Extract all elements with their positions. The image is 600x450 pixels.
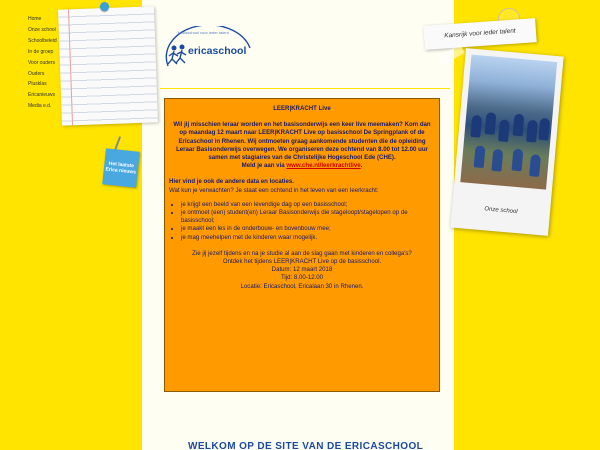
announcement-intro-text: Wil jij misschien leraar worden en het basisonderwijs een keer live meemaken? Kom dan op maandag 12 maart naar LEER|KRACHT Live op basisschool De Springplank of de Ericaschool in Rhenen. Wij ontmoeten graag aankomende studenten die de opleiding Leraar Basisonderwijs overwegen. We organiseren deze ochtend van 8.00 tot 12.00 uur samen met stagiaires van de Christelijke Hogeschool Ede (CHE). <box>173 121 431 162</box>
photo-figure <box>491 149 503 172</box>
announcement-box <box>164 98 440 392</box>
nav-item-voor-ouders[interactable]: Voor ouders <box>28 59 55 66</box>
expect-line: Wat kun je verwachten? Je staat een ochtend in het leven van een leerkracht: <box>169 186 379 194</box>
photo-figure <box>474 145 486 168</box>
photo-figure <box>498 119 510 142</box>
signup-link[interactable]: www.che.nl/leerkrachtlive <box>286 162 361 170</box>
nav-item-schoolbeleid[interactable]: Schoolbeleid <box>28 37 57 44</box>
photo-figure <box>538 118 550 141</box>
photo-figure <box>470 115 482 138</box>
nav-item-ouders[interactable]: Ouders <box>28 70 45 77</box>
photo-figure <box>526 120 538 143</box>
event-time: Tijd: 8.00-12.00 <box>280 274 324 282</box>
closing-question: Zie jij jezelf tijdens en na je studie al aan de slag gaan met kinderen en collega's? <box>192 249 412 257</box>
nav-item-plusklas[interactable]: Plusklas <box>28 81 47 88</box>
main-navigation <box>28 14 66 112</box>
logo-arc-text: basisschool voor ieder talent <box>178 30 229 35</box>
photo-figure <box>485 112 497 135</box>
logo-wordmark[interactable]: ericaschool <box>188 45 247 57</box>
announcement-title: LEER|KRACHT Live <box>273 105 331 112</box>
slogan-sign: Kansrijk voor ieder talent <box>423 18 536 50</box>
news-tag-button[interactable] <box>102 148 140 187</box>
list-item: • je ontmoet (een) student(en) Leraar Basisonderwijs die stageloopt/stagelopen op de basisschool; <box>181 209 435 225</box>
photo-caption: Onze school <box>484 206 518 216</box>
signup-suffix: . <box>360 162 363 170</box>
announcement-intro <box>169 121 435 170</box>
header-divider <box>160 88 450 89</box>
signup-prefix: Meld je aan via <box>241 162 287 170</box>
list-item: • je maakt een les in de onderbouw- en bovenbouw mee; <box>181 225 435 233</box>
photo-figure <box>529 154 541 177</box>
event-date: Datum: 12 maart 2018 <box>271 266 333 274</box>
list-item: • je krijgt een beeld van een levendige dag op een basisschool; <box>181 201 435 209</box>
list-item: • je mag meehelpen met de kinderen waar mogelijk. <box>181 234 435 242</box>
expectation-list <box>181 201 435 242</box>
nav-item-ericanieuws[interactable]: Ericanieuws <box>28 92 55 99</box>
photo-figure <box>512 149 524 172</box>
closing-discover: Ontdek het tijdens LEER|KRACHT Live op de basisschool. <box>222 258 382 266</box>
note-paper <box>58 6 158 125</box>
photo-figure <box>513 114 525 137</box>
nav-item-onze-school[interactable]: Onze school <box>28 26 56 33</box>
news-tag-label: Het laatste Erica nieuws <box>105 160 137 176</box>
nav-item-in-de-groep[interactable]: In de groep <box>28 48 54 55</box>
pin-icon <box>100 2 109 11</box>
nav-item-media[interactable]: Media e.d. <box>28 103 52 110</box>
school-photo <box>450 48 563 236</box>
data-line: Hier vind je ook de andere data en locaties. <box>169 178 294 186</box>
event-location: Locatie: Ericaschool, Ericalaan 30 in Rhenen. <box>240 282 364 290</box>
welcome-heading: WELKOM OP DE SITE VAN DE ERICASCHOOL <box>188 441 424 450</box>
group-photo <box>460 55 557 190</box>
nav-item-home[interactable]: Home <box>28 16 42 22</box>
